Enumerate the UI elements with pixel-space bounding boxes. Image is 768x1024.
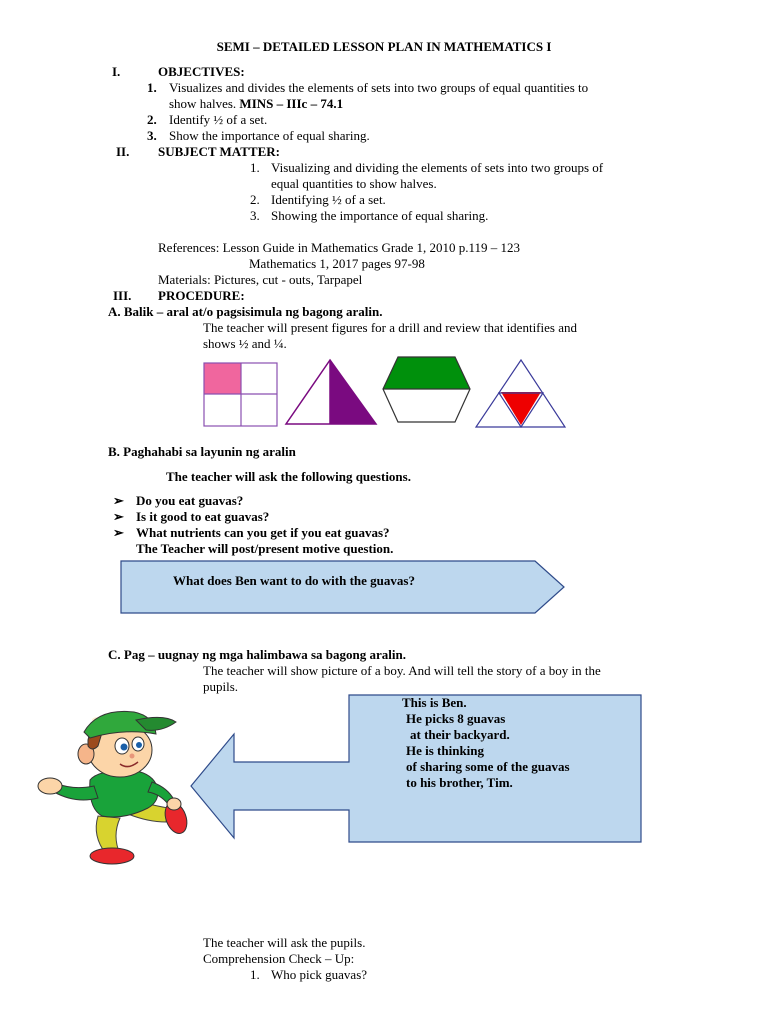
question-1: Do you eat guavas? (136, 493, 244, 508)
objective-1-text: Visualizes and divides the elements of sets into two groups of equal quantities to (169, 80, 589, 95)
subject-3-number: 3. (250, 208, 260, 223)
arrow-bullet-icon: ➢ (113, 493, 124, 508)
objective-3-number: 3. (147, 128, 157, 143)
competency-code: MINS – IIIc – 74.1 (239, 96, 344, 111)
section-1-numeral: I. (112, 64, 121, 79)
subject-2-number: 2. (250, 192, 260, 207)
story-line-2: He picks 8 guavas (406, 711, 506, 726)
references-line-2: Mathematics 1, 2017 pages 97-98 (249, 256, 425, 271)
shaded-quarter (501, 392, 541, 425)
objective-1-text-line2: show halves. MINS – IIIc – 74.1 (169, 96, 344, 111)
objective-2-number: 2. (147, 112, 157, 127)
objective-1-number: 1. (147, 80, 157, 95)
part-b-intro: The teacher will ask the following questions. (166, 469, 411, 484)
post-question-line: The Teacher will post/present motive question. (136, 541, 394, 556)
question-2: Is it good to eat guavas? (136, 509, 270, 524)
section-3-numeral: III. (113, 288, 132, 303)
motive-question: What does Ben want to do with the guavas? (173, 573, 415, 588)
section-1-heading: OBJECTIVES: (158, 64, 245, 79)
story-line-5: of sharing some of the guavas (406, 759, 570, 774)
subject-1-number: 1. (250, 160, 260, 175)
subject-3-text: Showing the importance of equal sharing. (271, 208, 489, 223)
ask-pupils-line: The teacher will ask the pupils. (203, 935, 366, 950)
part-a-heading: A. Balik – aral at/o pagsisimula ng bagong aralin. (108, 304, 383, 319)
check-item-1-number: 1. (250, 967, 260, 982)
part-c-text-line2: pupils. (203, 679, 239, 694)
part-c-heading: C. Pag – uugnay ng mga halimbawa sa bagong aralin. (108, 647, 406, 662)
subject-1-text-line2: equal quantities to show halves. (271, 176, 437, 191)
section-2-numeral: II. (116, 144, 130, 159)
quarter-triangle-figure (474, 358, 568, 430)
section-3-heading: PROCEDURE: (158, 288, 245, 303)
shaded-quarter (204, 363, 241, 394)
story-line-1: This is Ben. (402, 695, 467, 710)
objective-2-text: Identify ½ of a set. (169, 112, 268, 127)
half-triangle-figure (284, 358, 380, 428)
part-b-heading: B. Paghahabi sa layunin ng aralin (108, 444, 296, 459)
references-line: References: Lesson Guide in Mathematics Grade 1, 2010 p.119 – 123 (158, 240, 520, 255)
part-c-text: The teacher will show picture of a boy. And will tell the story of a boy in the (203, 663, 601, 678)
comprehension-check-label: Comprehension Check – Up: (203, 951, 355, 966)
materials-line: Materials: Pictures, cut - outs, Tarpapel (158, 272, 363, 287)
question-3: What nutrients can you get if you eat guavas? (136, 525, 390, 540)
page-title: SEMI – DETAILED LESSON PLAN IN MATHEMATICS I (216, 39, 552, 54)
part-a-text: The teacher will present figures for a drill and review that identifies and (203, 320, 577, 335)
quarter-square-figure (200, 360, 280, 430)
half-hexagon-figure (381, 355, 473, 427)
story-line-3: at their backyard. (410, 727, 510, 742)
arrow-bullet-icon: ➢ (113, 525, 124, 540)
subject-2-text: Identifying ½ of a set. (271, 192, 386, 207)
part-a-text-line2: shows ½ and ¼. (203, 336, 287, 351)
story-line-4: He is thinking (406, 743, 485, 758)
story-line-6: to his brother, Tim. (406, 775, 513, 790)
arrow-bullet-icon: ➢ (113, 509, 124, 524)
objective-3-text: Show the importance of equal sharing. (169, 128, 370, 143)
section-2-heading: SUBJECT MATTER: (158, 144, 280, 159)
check-item-1: Who pick guavas? (271, 967, 368, 982)
boy-illustration (28, 704, 200, 872)
subject-1-text: Visualizing and dividing the elements of sets into two groups of (271, 160, 604, 175)
